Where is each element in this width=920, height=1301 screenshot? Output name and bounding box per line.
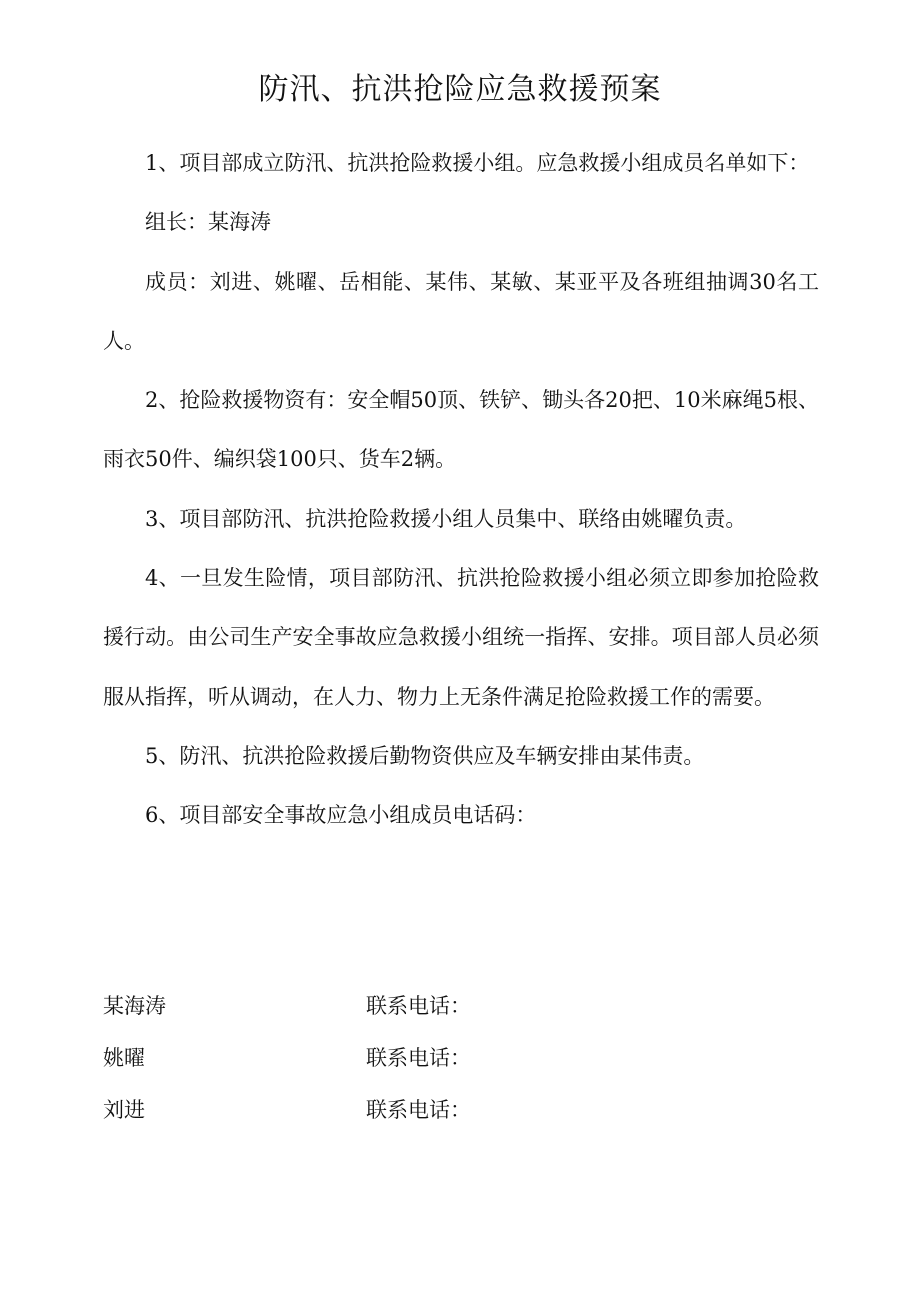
document-title: 防汛、抗洪抢险应急救援预案 bbox=[258, 72, 662, 107]
contact-phone-label: 联系电话： bbox=[366, 994, 471, 1018]
contact-row bbox=[103, 1032, 819, 1084]
contact-name: 某海涛 bbox=[103, 994, 166, 1018]
paragraph-team-members: 成员：刘进、姚曜、岳相能、某伟、某敏、某亚平及各班组抽调30名工人。 bbox=[103, 269, 819, 353]
contact-name: 刘进 bbox=[103, 1098, 145, 1122]
paragraph-phone-list-heading: 6、项目部安全事故应急小组成员电话码： bbox=[145, 803, 537, 828]
paragraph-team-setup: 1、项目部成立防汛、抗洪抢险救援小组。应急救援小组成员名单如下： bbox=[145, 151, 810, 175]
contact-phone-label: 联系电话： bbox=[366, 1046, 471, 1070]
contact-row bbox=[103, 980, 819, 1032]
paragraph-rescue-supplies: 2、抢险救援物资有：安全帽50顶、铁铲、锄头各20把、10米麻绳5根、雨衣50件、编织袋100只、货车2辆。 bbox=[103, 388, 819, 472]
paragraph-contact-lead: 3、项目部防汛、抗洪抢险救援小组人员集中、联络由姚曜负责。 bbox=[145, 506, 747, 531]
paragraph-emergency-action: 4、一旦发生险情，项目部防汛、抗洪抢险救援小组必须立即参加抢险救援行动。由公司生产安全事故应急救援小组统一指挥、安排。项目部人员必须服从指挥，听从调动，在人力、物力上无条件满足抢险救援工作的需要。 bbox=[103, 566, 819, 709]
contact-row bbox=[103, 1084, 819, 1136]
contact-phone-label: 联系电话： bbox=[366, 1098, 471, 1122]
paragraph-team-leader: 组长：某海涛 bbox=[145, 210, 271, 235]
contact-list bbox=[103, 980, 819, 1136]
paragraph-logistics: 5、防汛、抗洪抢险救援后勤物资供应及车辆安排由某伟责。 bbox=[145, 743, 705, 768]
document-body bbox=[103, 134, 819, 846]
contact-name: 姚曜 bbox=[103, 1046, 145, 1070]
